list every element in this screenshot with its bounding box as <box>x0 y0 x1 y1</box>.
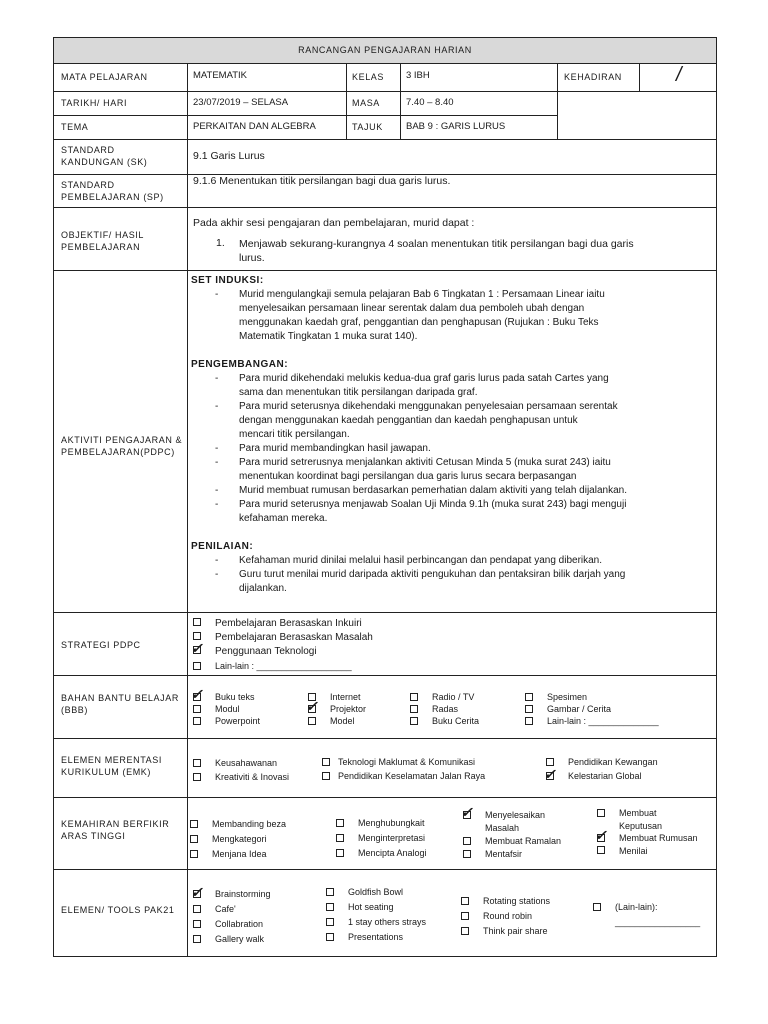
checkbox-row[interactable]: Gambar / Cerita <box>525 703 659 715</box>
checkbox[interactable] <box>190 850 198 858</box>
checkbox[interactable] <box>193 759 201 767</box>
list-item: - Para murid dikehendaki melukis kedua-dua graf garis lurus pada satah Cartes yang sama dan menentukan titik persilangan daripada graf. <box>215 373 609 398</box>
checkbox-row[interactable]: ✓ Penggunaan Teknologi <box>191 640 317 657</box>
checkbox-row[interactable]: Kreativiti & Inovasi <box>193 770 289 784</box>
checkbox-row[interactable]: Mentafsir <box>463 848 561 861</box>
checkbox-checked[interactable] <box>595 826 607 843</box>
checkbox-row[interactable]: Menghubungkait <box>336 816 427 831</box>
tajuk-value: BAB 9 : GARIS LURUS <box>406 121 506 132</box>
checkbox-row[interactable]: Membuat <box>597 807 698 820</box>
checkbox[interactable] <box>326 888 334 896</box>
checkbox-row[interactable]: ✓ Buku teks <box>191 685 255 702</box>
check-icon: ✓ <box>191 640 203 657</box>
checkbox[interactable] <box>193 662 201 670</box>
list-item: - Para murid seterusnya dikehendaki menggunakan penyelesaian persamaan serentak dengan menggunakan kaedah penggantian dan kaedah penghapusan untuk mencari titik persilangan. <box>215 401 618 440</box>
checkbox-row[interactable]: Goldfish Bowl <box>326 885 426 900</box>
mata-pelajaran-value: MATEMATIK <box>193 70 248 81</box>
list-item: - Kefahaman murid dinilai melalui hasil perbincangan dan pendapat yang diberikan. <box>215 555 603 566</box>
checkbox-row[interactable]: Spesimen <box>525 691 659 703</box>
kbat-col-4: Membuat Keputusan ✓ Membuat Rumusan Menilai <box>595 808 698 856</box>
checkbox[interactable] <box>461 927 469 935</box>
checkbox[interactable] <box>193 618 201 626</box>
checkbox-row[interactable]: Radio / TV <box>410 691 479 703</box>
checkbox-row[interactable]: ✓ Kelestarian Global <box>544 765 642 782</box>
checkbox[interactable] <box>326 918 334 926</box>
checkbox[interactable] <box>322 758 330 766</box>
checkbox-row[interactable]: Menjana Idea <box>190 847 286 862</box>
kbat-col-1 <box>190 817 286 862</box>
checkbox-row[interactable]: Teknologi Maklumat & Komunikasi <box>322 755 485 769</box>
emk-col-2 <box>322 755 485 783</box>
checkbox-checked[interactable] <box>191 883 203 900</box>
kbat-col-3: ✓ Menyelesaikan Masalah Membuat Ramalan Mentafsir <box>461 803 562 859</box>
checkbox-row[interactable]: Presentations <box>326 930 426 945</box>
checkbox[interactable] <box>525 705 533 713</box>
pak21-col-4: (Lain-lain): _________________ <box>593 900 700 930</box>
checkbox-row[interactable]: Think pair share <box>461 924 550 939</box>
objektif-item-number: 1. <box>216 237 225 249</box>
masa-value: 7.40 – 8.40 <box>406 97 454 108</box>
check-icon: ✓ <box>306 697 318 714</box>
checkbox[interactable] <box>193 905 201 913</box>
checkbox[interactable] <box>193 705 201 713</box>
checkbox-row[interactable]: ✓ Membuat Rumusan <box>595 826 698 843</box>
pak21-col-2 <box>326 885 426 945</box>
checkbox-row[interactable]: ✓ Projektor <box>306 697 367 714</box>
pak21-col-1 <box>191 883 271 947</box>
checkbox-row[interactable]: Pendidikan Keselamatan Jalan Raya <box>322 769 485 783</box>
checkbox[interactable] <box>525 693 533 701</box>
checkbox-row[interactable]: Membuat Ramalan <box>463 835 561 848</box>
checkbox-row[interactable]: Keusahawanan <box>193 756 289 770</box>
checkbox[interactable] <box>193 632 201 640</box>
checkbox[interactable] <box>193 717 201 725</box>
checkbox-row[interactable]: Modul <box>193 703 260 715</box>
checkbox-row[interactable]: Pembelajaran Berasaskan Masalah <box>193 631 373 645</box>
checkbox[interactable] <box>461 897 469 905</box>
pak21-label: ELEMEN/ TOOLS PAK21 <box>61 905 175 915</box>
list-item: - Para murid setrerusnya menjalankan aktiviti Cetusan Minda 5 (muka surat 243) iaitu menentukan koordinat bagi persilangan dua garis lurus secara berpasangan <box>215 457 611 482</box>
list-item: - Guru turut menilai murid daripada aktiviti pengukuhan dan pentaksiran bilik darjah yang dijalankan. <box>215 569 626 594</box>
checkbox-row[interactable]: ✓ Menyelesaikan <box>461 803 546 820</box>
checkbox-checked[interactable] <box>191 640 203 657</box>
checkbox-row[interactable]: Mencipta Analogi <box>336 846 427 861</box>
checkbox[interactable] <box>336 849 344 857</box>
checkbox-row[interactable]: Buku Cerita <box>410 715 479 727</box>
strategi-list <box>193 617 373 673</box>
checkbox-row[interactable]: Rotating stations <box>461 894 550 909</box>
checkbox[interactable] <box>326 933 334 941</box>
checkbox-row[interactable]: Mengkategori <box>190 832 286 847</box>
bbb-label: BAHAN BANTU BELAJAR (BBB) <box>61 693 179 715</box>
checkbox-row[interactable]: ✓ Brainstorming <box>191 883 271 900</box>
checkbox[interactable] <box>326 903 334 911</box>
mata-pelajaran-label: MATA PELAJARAN <box>61 72 148 82</box>
checkbox[interactable] <box>461 912 469 920</box>
objektif-label: OBJEKTIF/ HASIL PEMBELAJARAN <box>61 230 145 252</box>
aktiviti-content <box>191 274 711 596</box>
checkbox[interactable] <box>525 717 533 725</box>
check-icon: ✓ <box>191 685 203 702</box>
checkbox-row[interactable]: Pembelajaran Berasaskan Inkuiri <box>193 617 373 631</box>
list-item: - Murid membuat rumusan berdasarkan pemerhatian dalam aktiviti yang telah dijalankan. <box>215 485 627 496</box>
checkbox-row[interactable]: Radas <box>410 703 479 715</box>
checkbox[interactable] <box>410 693 418 701</box>
bbb-col-3 <box>410 691 479 727</box>
checkbox[interactable] <box>593 903 601 911</box>
checkbox[interactable] <box>597 809 605 817</box>
check-icon: ✓ <box>461 803 473 820</box>
checkbox-row[interactable]: Menginterpretasi <box>336 831 427 846</box>
checkbox-checked[interactable] <box>544 765 556 782</box>
checkbox[interactable] <box>463 850 471 858</box>
checkbox[interactable] <box>336 834 344 842</box>
kbat-col-2 <box>336 816 427 861</box>
checkbox[interactable] <box>597 846 605 854</box>
bbb-col-2 <box>308 691 366 727</box>
checkbox-row[interactable]: Pendidikan Kewangan <box>546 755 658 769</box>
tarikh-value: 23/07/2019 – SELASA <box>193 97 289 108</box>
checkbox-checked[interactable] <box>306 697 318 714</box>
list-item: - Para murid seterusnya menjawab Soalan Uji Minda 9.1h (muka surat 243) bagi menguji kefahaman mereka. <box>215 499 627 524</box>
checkbox-checked[interactable] <box>191 685 203 702</box>
emk-label: ELEMEN MERENTASI KURIKULUM (EMK) <box>61 755 162 777</box>
checkbox-row[interactable]: (Lain-lain): <box>593 900 700 915</box>
page-title: RANCANGAN PENGAJARAN HARIAN <box>298 45 472 55</box>
check-icon: ✓ <box>191 883 203 900</box>
checkbox[interactable] <box>193 920 201 928</box>
aktiviti-label: AKTIVITI PENGAJARAN & PEMBELAJARAN(PDPC) <box>61 435 183 457</box>
checkbox[interactable] <box>463 837 471 845</box>
emk-col-3 <box>546 755 658 783</box>
sk-value: 9.1 Garis Lurus <box>193 150 265 162</box>
checkbox-checked[interactable] <box>461 803 473 820</box>
tema-value: PERKAITAN DAN ALGEBRA <box>193 121 316 132</box>
checkbox[interactable] <box>190 835 198 843</box>
objektif-intro: Pada akhir sesi pengajaran dan pembelajaran, murid dapat : <box>193 217 475 229</box>
set-induksi-heading: SET INDUKSI: <box>191 275 264 286</box>
sk-label: STANDARD KANDUNGAN (SK) <box>61 145 148 167</box>
checkbox-row[interactable]: Powerpoint <box>193 715 260 727</box>
checkbox-row[interactable]: Internet <box>308 691 366 703</box>
kehadiran-value: / <box>676 64 682 86</box>
kehadiran-label: KEHADIRAN <box>564 72 622 82</box>
checkbox[interactable] <box>193 935 201 943</box>
kelas-label: KELAS <box>352 72 385 82</box>
tema-label: TEMA <box>61 122 89 132</box>
checkbox-row[interactable]: Model <box>308 715 366 727</box>
sp-label: STANDARD PEMBELAJARAN (SP) <box>61 180 164 202</box>
penilaian-heading: PENILAIAN: <box>191 541 254 552</box>
tarikh-label: TARIKH/ HARI <box>61 98 128 108</box>
checkbox[interactable] <box>410 705 418 713</box>
list-item: - Murid mengulangkaji semula pelajaran Bab 6 Tingkatan 1 : Persamaan Linear iaitu menyelesaikan persamaan linear serentak dalam dua pemboleh ubah dengan menggunakan kaedah graf, penggantian dan penghapusan (Rujukan : Buku Teks Matematik Tingkatan 1 muka surat 140). <box>215 289 605 342</box>
pak21-col-3 <box>461 894 550 939</box>
checkbox-row[interactable]: Cafe' <box>193 902 271 917</box>
objektif-item-1: Menjawab sekurang-kurangnya 4 soalan menentukan titik persilangan bagi dua garis lurus. <box>239 238 634 264</box>
kelas-value: 3 IBH <box>406 70 430 81</box>
check-icon: ✓ <box>595 826 607 843</box>
checkbox[interactable] <box>322 772 330 780</box>
check-icon: ✓ <box>544 765 556 782</box>
checkbox-row[interactable]: Hot seating <box>326 900 426 915</box>
emk-col-1 <box>193 756 289 784</box>
checkbox-row[interactable]: Menilai <box>597 845 698 858</box>
checkbox-row[interactable]: Lain-lain : ___________________ <box>193 659 373 673</box>
checkbox[interactable] <box>336 819 344 827</box>
checkbox-row[interactable]: Lain-lain : ______________ <box>525 715 659 727</box>
bbb-col-1 <box>191 685 261 727</box>
checkbox[interactable] <box>308 717 316 725</box>
checkbox-row[interactable]: Gallery walk <box>193 932 271 947</box>
list-item: - Para murid membandingkan hasil jawapan. <box>215 443 431 454</box>
checkbox-row[interactable]: Collabration <box>193 917 271 932</box>
checkbox[interactable] <box>410 717 418 725</box>
strategi-label: STRATEGI PDPC <box>61 640 141 650</box>
checkbox[interactable] <box>190 820 198 828</box>
pengembangan-heading: PENGEMBANGAN: <box>191 359 289 370</box>
tajuk-label: TAJUK <box>352 122 383 132</box>
checkbox-row[interactable]: 1 stay others strays <box>326 915 426 930</box>
checkbox-row[interactable]: Round robin <box>461 909 550 924</box>
checkbox[interactable] <box>193 773 201 781</box>
kbat-label: KEMAHIRAN BERFIKIR ARAS TINGGI <box>61 819 170 841</box>
bbb-col-4 <box>525 691 659 727</box>
masa-label: MASA <box>352 98 380 108</box>
checkbox[interactable] <box>546 758 554 766</box>
sp-value: 9.1.6 Menentukan titik persilangan bagi dua garis lurus. <box>193 175 451 187</box>
checkbox-row[interactable]: Membanding beza <box>190 817 286 832</box>
